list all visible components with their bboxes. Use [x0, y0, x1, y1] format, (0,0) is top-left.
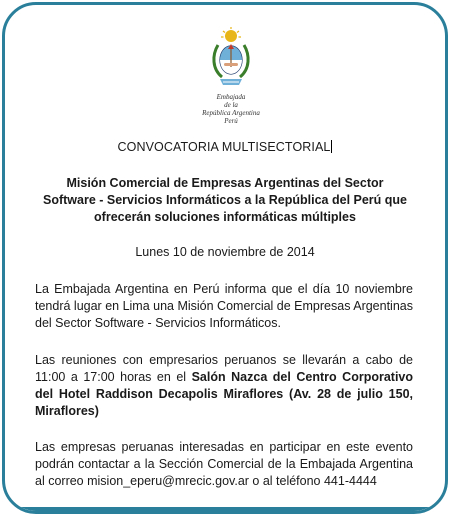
- embassy-name-line4: Perú: [224, 117, 238, 125]
- embassy-name-line1: Embajada: [216, 93, 246, 101]
- mission-subtitle: Misión Comercial de Empresas Argentinas del Sector Software - Servicios Informáticos a la República del Perú que ofrecerán soluciones informáticas múltiples: [43, 176, 407, 224]
- paragraph-announcement: La Embajada Argentina en Perú informa que el día 10 noviembre tendrá lugar en Lima una Misión Comercial de Empresas Argentinas del Sector Software - Servicios Informáticos.: [35, 282, 413, 330]
- bottom-border: [19, 507, 431, 511]
- paragraph-contact: Las empresas peruanas interesadas en participar en este evento podrán contactar a la Sección Comercial de la Embajada Argentina al correo mision_eperu@mrecic.gov.ar o al teléfono 441-4444: [35, 440, 413, 488]
- text-cursor: [331, 140, 332, 153]
- paragraph-meetings: [35, 352, 413, 420]
- title-text: CONVOCATORIA MULTISECTORIAL: [117, 140, 331, 154]
- coat-of-arms-icon: [210, 27, 252, 91]
- venue-text: Salón Nazca del Centro Corporativo del Hotel Raddison Decapolis Miraflores (Av. 28 de julio 150, Miraflores): [35, 370, 414, 418]
- embassy-name-line3: República Argentina: [202, 109, 260, 117]
- page-title: [5, 140, 445, 154]
- meetings-text: Las reuniones con empresarios peruanos se llevarán a cabo de 11:00 a 17:00 horas en el: [35, 353, 413, 384]
- document-frame: [2, 2, 448, 514]
- embassy-name-line2: de la: [224, 101, 238, 109]
- event-date: Lunes 10 de noviembre de 2014: [135, 245, 315, 259]
